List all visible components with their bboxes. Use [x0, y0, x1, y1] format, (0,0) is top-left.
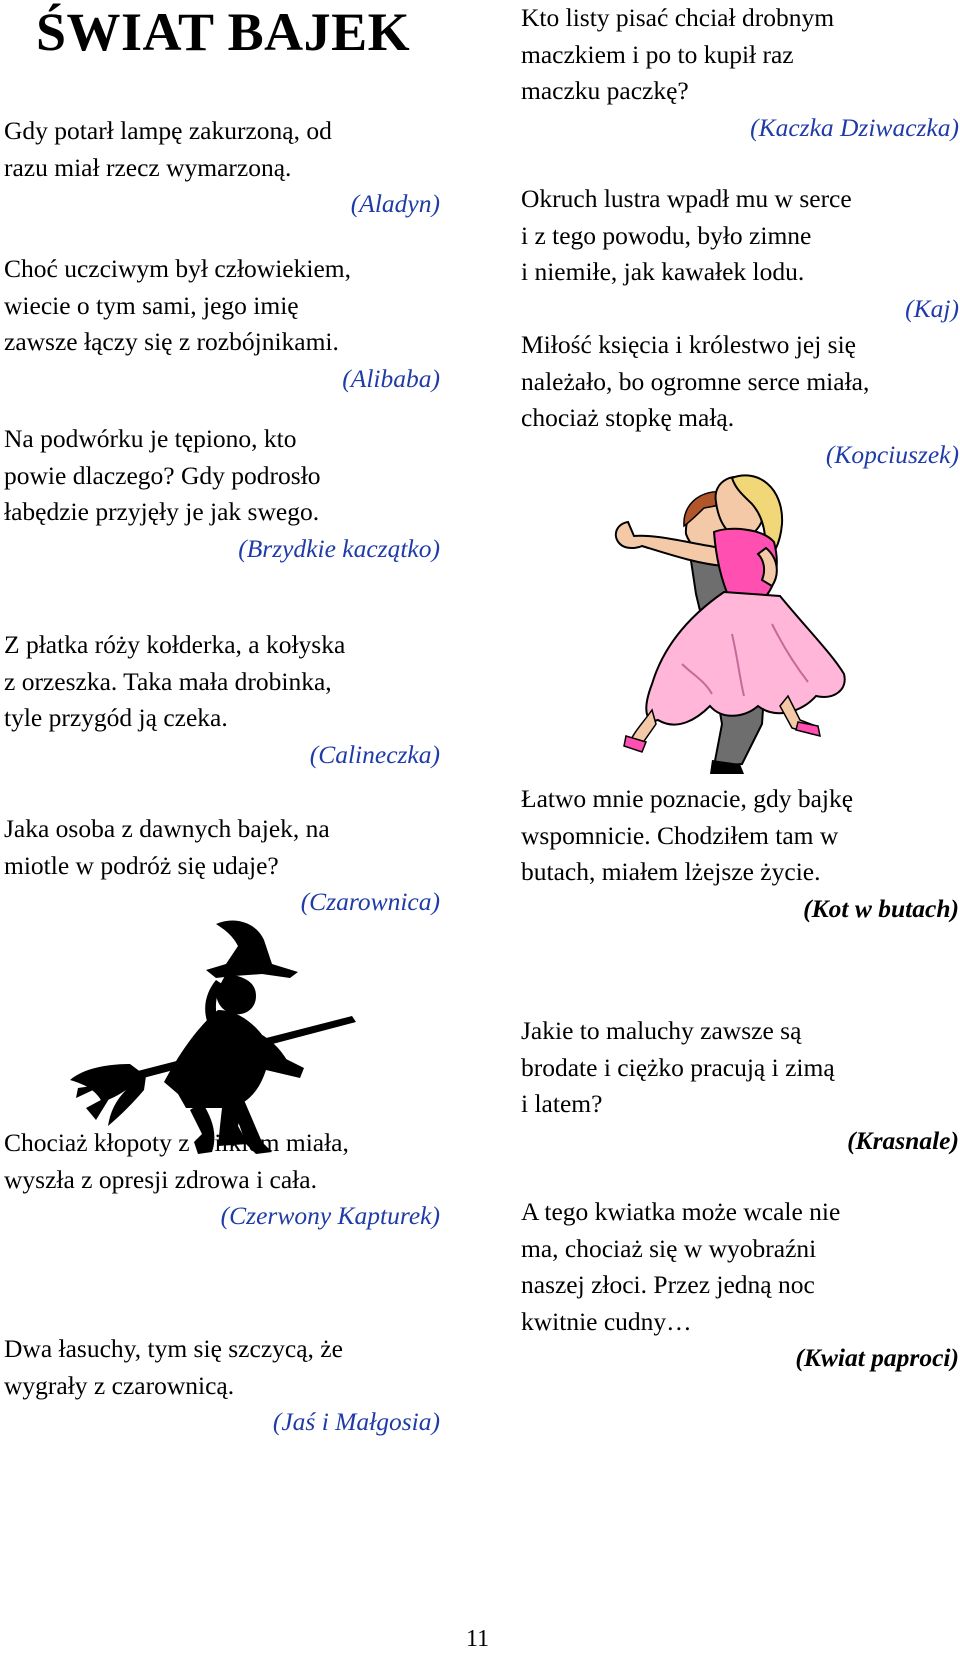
- riddle-answer: (Kopciuszek): [825, 439, 959, 469]
- riddle-line: maczkiem i po to kupił raz: [521, 39, 794, 69]
- riddle-answer: (Brzydkie kaczątko): [238, 533, 440, 563]
- riddle-line: wiecie o tym sami, jego imię: [4, 290, 299, 320]
- riddle-line: i latem?: [521, 1089, 603, 1118]
- riddle-line: Choć uczciwym był człowiekiem,: [4, 254, 351, 283]
- riddle-line: tyle przygód ją czeka.: [4, 703, 228, 732]
- riddle-czarownica: [4, 811, 440, 921]
- riddle-line: należało, bo ogromne serce miała,: [521, 366, 870, 396]
- riddle-line: wygrały z czarownicą.: [4, 1370, 235, 1400]
- riddle-answer: (Czerwony Kapturek): [220, 1201, 440, 1230]
- riddle-line: zawsze łączy się z rozbójnikami.: [4, 327, 339, 356]
- riddle-jas-i-malgosia: [4, 1331, 440, 1441]
- witch-on-broom-illustration: [66, 912, 376, 1157]
- riddle-line: kwitnie cudny…: [521, 1306, 692, 1336]
- riddle-calineczka: [4, 627, 440, 773]
- riddle-line: brodate i ciężko pracują i zimą: [521, 1052, 835, 1082]
- riddle-answer: (Jaś i Małgosia): [272, 1407, 440, 1436]
- riddle-line: powie dlaczego? Gdy podrosło: [4, 460, 321, 490]
- riddle-line: maczku paczkę?: [521, 76, 689, 105]
- riddle-line: miotle w podróż się udaje?: [4, 850, 279, 880]
- riddle-answer: (Aladyn): [350, 189, 440, 218]
- riddle-line: Gdy potarł lampę zakurzoną, od: [4, 116, 332, 145]
- riddle-line: razu miał rzecz wymarzoną.: [4, 152, 292, 182]
- riddle-line: Na podwórku je tępiono, kto: [4, 424, 297, 453]
- riddle-line: Dwa łasuchy, tym się szczycą, że: [4, 1334, 343, 1363]
- riddle-line: wyszła z opresji zdrowa i cała.: [4, 1164, 317, 1194]
- riddle-line: Miłość księcia i królestwo jej się: [521, 330, 856, 359]
- riddle-line: naszej złoci. Przez jedną noc: [521, 1270, 815, 1299]
- riddle-kaj: [521, 181, 959, 327]
- riddle-answer: (Kaczka Dziwaczka): [750, 112, 959, 142]
- riddle-line: Jakie to maluchy zawsze są: [521, 1016, 802, 1045]
- page-title: ŚWIAT BAJEK: [36, 2, 411, 62]
- riddle-kot-w-butach: [521, 781, 959, 927]
- riddle-answer: (Krasnale): [847, 1125, 959, 1155]
- riddle-answer: (Kwiat paproci): [795, 1343, 959, 1372]
- riddle-alibaba: [4, 251, 440, 397]
- riddle-line: wspomnicie. Chodziłem tam w: [521, 820, 839, 850]
- riddle-kopciuszek: [521, 327, 959, 473]
- riddle-line: Z płatka róży kołderka, a kołyska: [4, 630, 346, 659]
- riddle-kwiat-paproci: [521, 1194, 959, 1377]
- riddle-line: i z tego powodu, było zimne: [521, 220, 812, 250]
- riddle-answer: (Alibaba): [342, 363, 440, 393]
- riddle-line: butach, miałem lżejsze życie.: [521, 857, 821, 886]
- riddle-answer: (Kaj): [905, 293, 959, 323]
- page-number: 11: [466, 1626, 490, 1652]
- riddle-line: Okruch lustra wpadł mu w serce: [521, 184, 852, 213]
- riddle-brzydkie-kaczatko: [4, 421, 440, 567]
- riddle-line: ma, chociaż się w wyobraźni: [521, 1233, 817, 1263]
- riddle-line: z orzeszka. Taka mała drobinka,: [4, 666, 332, 696]
- riddle-answer: (Kot w butach): [803, 893, 959, 923]
- riddle-answer: (Czarownica): [300, 887, 440, 916]
- riddle-line: chociaż stopkę małą.: [521, 403, 735, 432]
- riddle-line: Łatwo mnie poznacie, gdy bajkę: [521, 784, 854, 813]
- riddle-aladyn: [4, 113, 440, 223]
- riddle-line: Kto listy pisać chciał drobnym: [521, 3, 835, 32]
- riddle-line: i niemiłe, jak kawałek lodu.: [521, 257, 805, 286]
- riddle-answer: (Calineczka): [309, 739, 440, 769]
- riddle-czerwony-kapturek: [4, 1125, 440, 1235]
- riddle-line: Chociaż kłopoty z wilkiem miała,: [4, 1128, 349, 1157]
- riddle-krasnale: [521, 1013, 959, 1159]
- riddle-line: A tego kwiatka może wcale nie: [521, 1197, 841, 1226]
- riddle-kaczka-dziwaczka: [521, 0, 959, 146]
- dancing-couple-illustration: [612, 474, 872, 792]
- riddle-line: łabędzie przyjęły je jak swego.: [4, 497, 320, 526]
- riddle-line: Jaka osoba z dawnych bajek, na: [4, 814, 330, 843]
